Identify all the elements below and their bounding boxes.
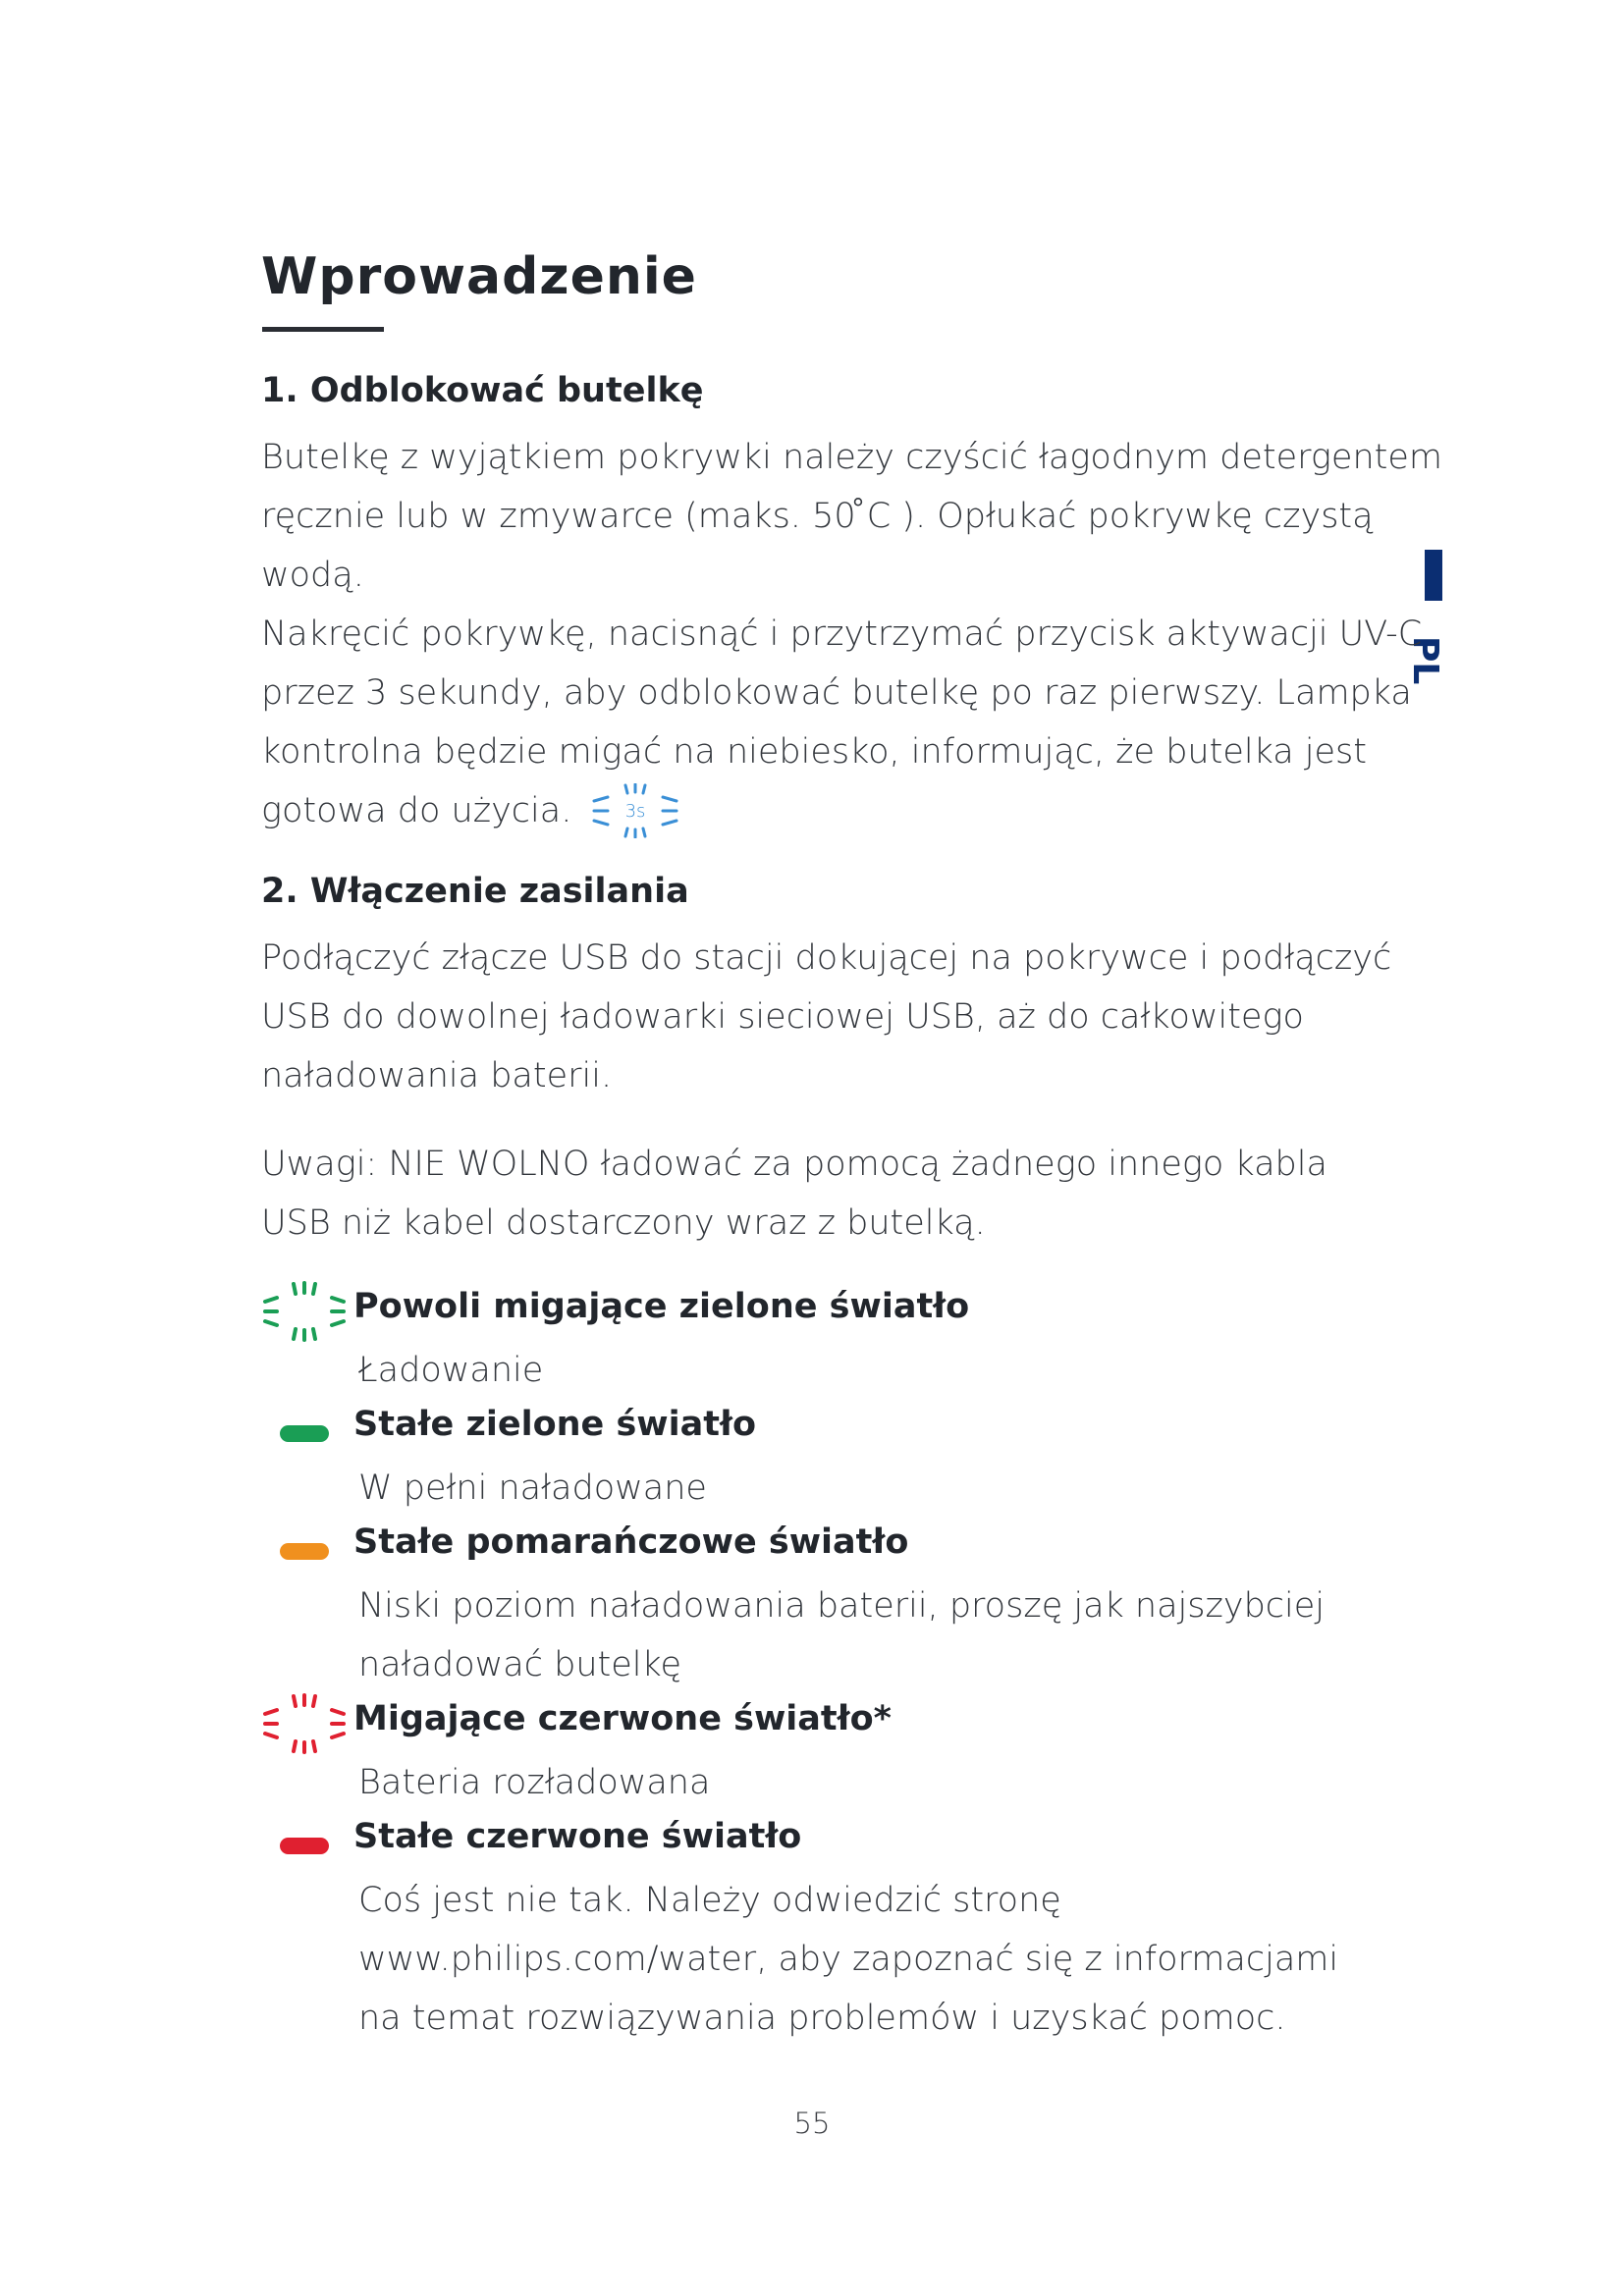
solid-orange-light-icon <box>280 1543 329 1560</box>
section1-line: ręcznie lub w zmywarce (maks. 50 ̊C ). Opłukać pokrywkę czystą <box>261 497 1374 536</box>
indicator-desc: Niski poziom naładowania baterii, proszę jak najszybciej <box>358 1586 1326 1626</box>
indicator-desc: na temat rozwiązywania problemów i uzyskać pomoc. <box>358 1999 1286 2038</box>
solid-red-light-icon <box>280 1838 329 1854</box>
indicator-title: Stałe zielone światło <box>353 1405 757 1444</box>
section1-heading: 1. Odblokować butelkę <box>261 371 704 410</box>
indicator-title: Stałe czerwone światło <box>353 1817 802 1856</box>
section2-note <box>261 1135 1390 1253</box>
solid-green-light-icon <box>280 1425 329 1442</box>
section1-line: wodą. <box>261 556 364 595</box>
page-title: Wprowadzenie <box>261 247 697 306</box>
section1-line-with-icon <box>261 781 1390 840</box>
blinking-blue-light-icon <box>590 783 680 838</box>
page-number: 55 <box>793 2107 831 2140</box>
blinking-red-light-icon <box>261 1692 348 1755</box>
section2-line: Podłączyć złącze USB do stacji dokującej na pokrywce i podłączyć <box>261 938 1392 978</box>
title-underline <box>262 327 384 332</box>
indicator-title: Powoli migające zielone światło <box>353 1287 970 1326</box>
note-line: USB niż kabel dostarczony wraz z butelką. <box>261 1203 986 1243</box>
section2-heading: 2. Włączenie zasilania <box>261 872 689 911</box>
indicator-desc: naładować butelkę <box>358 1645 682 1684</box>
indicator-title: Stałe pomarańczowe światło <box>353 1522 909 1562</box>
indicator-title: Migające czerwone światło* <box>353 1699 892 1738</box>
section2-paragraph <box>261 929 1390 1105</box>
section2-line: naładowania baterii. <box>261 1056 613 1095</box>
indicator-desc: Coś jest nie tak. Należy odwiedzić stronę <box>358 1881 1061 1920</box>
language-tab-label: PL <box>1405 636 1445 685</box>
section1-line: przez 3 sekundy, aby odblokować butelkę po raz pierwszy. Lampka <box>261 673 1412 713</box>
blinking-green-light-icon <box>261 1280 348 1343</box>
indicator-desc: www.philips.com/water, aby zapoznać się z informacjami <box>358 1940 1339 1979</box>
section1-line: kontrolna będzie migać na niebiesko, informując, że butelka jest <box>261 732 1368 772</box>
section2-line: USB do dowolnej ładowarki sieciowej USB, aż do całkowitego <box>261 997 1304 1037</box>
indicator-desc: Ładowanie <box>358 1351 544 1390</box>
indicator-desc: W pełni naładowane <box>358 1468 707 1508</box>
section1-line: Nakręcić pokrywkę, nacisnąć i przytrzymać przycisk aktywacji UV-C <box>261 614 1423 654</box>
language-tab-bar <box>1425 550 1442 601</box>
section1-line: Butelkę z wyjątkiem pokrywki należy czyścić łagodnym detergentem <box>261 438 1442 477</box>
indicator-desc: Bateria rozładowana <box>358 1763 711 1802</box>
section1-line: gotowa do użycia. <box>261 791 572 830</box>
blink-icon-label: 3s <box>624 801 646 822</box>
note-line: Uwagi: NIE WOLNO ładować za pomocą żadnego innego kabla <box>261 1145 1327 1184</box>
